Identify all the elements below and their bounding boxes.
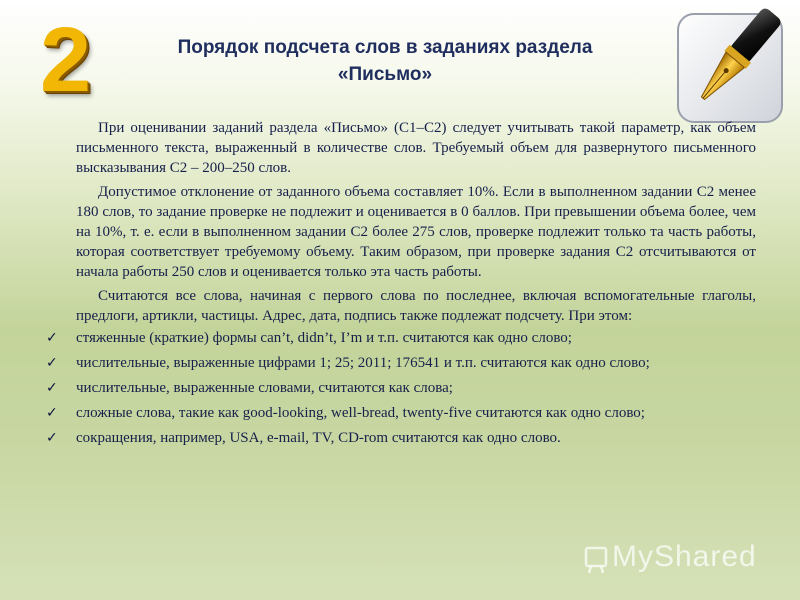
paragraph-1: При оценивании заданий раздела «Письмо» (С1–С2) следует учитывать такой параметр, как объем письменного текста, выраженный в количестве слов. Требуемый объем для развернутого письменного высказывания С2 – 200–250 слов. (76, 120, 756, 176)
list-item-text: числительные, выраженные цифрами 1; 25; 2011; 176541 и т.п. считаются как одно слово; (76, 355, 650, 371)
list-item (46, 378, 756, 398)
slide-title-line2: «Письмо» (337, 64, 433, 85)
check-icon: ✓ (46, 355, 58, 371)
paragraph-3: Считаются все слова, начиная с первого слова по последнее, включая вспомогательные глаголы, предлоги, артикли, частицы. Адрес, дата, подпись также подлежат подсчету. При этом: (76, 288, 756, 324)
check-icon: ✓ (46, 330, 58, 346)
rules-list (46, 328, 756, 448)
check-icon: ✓ (46, 405, 58, 421)
list-item-text: сокращения, например, USA, e-mail, TV, CD-rom считаются как одно слово. (76, 430, 561, 446)
slide-title (120, 34, 650, 88)
list-item (46, 403, 756, 423)
check-icon: ✓ (46, 380, 58, 396)
check-icon: ✓ (46, 430, 58, 446)
list-item (46, 428, 756, 448)
slide-number-badge: 2 (40, 9, 92, 111)
list-item-text: числительные, выраженные словами, считаются как слова; (76, 380, 453, 396)
list-item (46, 353, 756, 373)
list-item (46, 328, 756, 348)
slide-body (46, 118, 756, 453)
paragraph-2: Допустимое отклонение от заданного объема составляет 10%. Если в выполненном задании С2 менее 180 слов, то задание проверке не подлежит и оценивается в 0 баллов. При превышении объема более, чем на 10%, т. е. если в выполненном задании С2 более 275 слов, проверке подлежит только та часть работы, которая соответствует требуемому объему. Таким образом, при проверке задания С2 отсчитываются от начала работы 250 слов и оценивается только эта часть работы. (76, 184, 756, 280)
slide-title-line1: Порядок подсчета слов в заданиях раздела (177, 37, 593, 58)
myshared-logo-icon (584, 544, 608, 579)
list-item-text: стяженные (краткие) формы can’t, didn’t, I’m и т.п. считаются как одно слово; (76, 330, 572, 346)
list-item-text: сложные слова, такие как good-looking, well-bread, twenty-five считаются как одно слово; (76, 405, 645, 421)
fountain-pen-icon (670, 4, 792, 128)
watermark: MyShared (612, 540, 757, 573)
